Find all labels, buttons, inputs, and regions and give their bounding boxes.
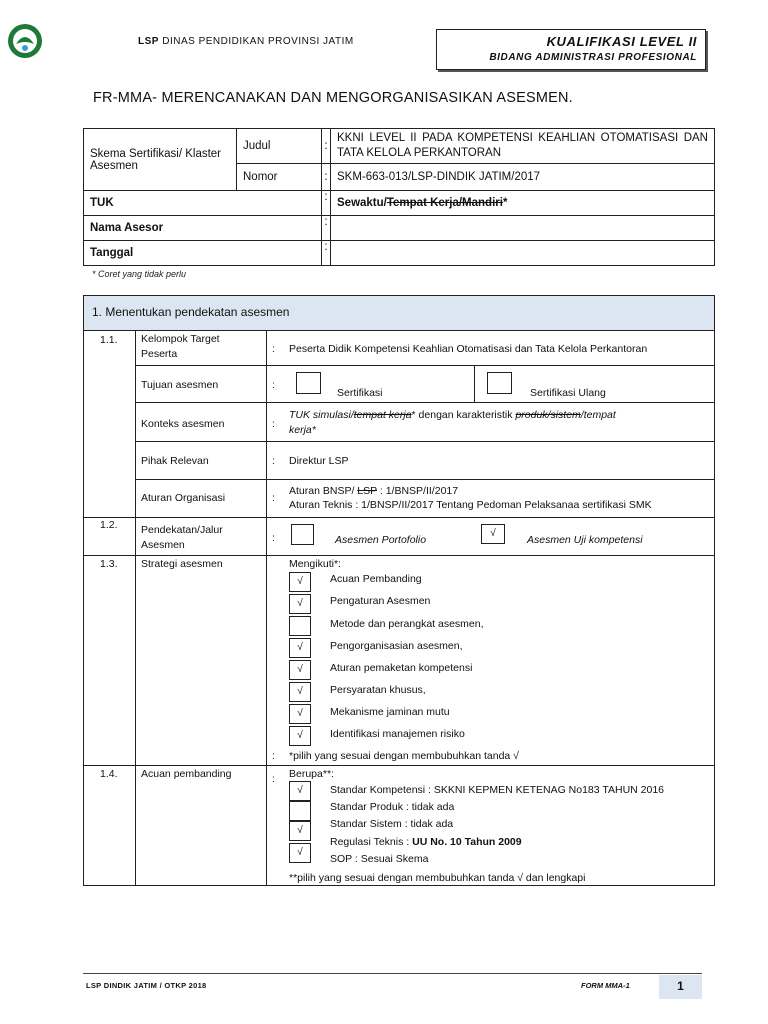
colon: : xyxy=(272,379,275,391)
colon: : xyxy=(322,129,331,164)
pendekatan-label-2: Asesmen xyxy=(141,539,185,551)
pendekatan-label-1: Pendekatan/Jalur xyxy=(141,524,223,536)
pendekatan-opt-uji: Asesmen Uji kompetensi xyxy=(527,534,643,546)
colon: : xyxy=(272,343,275,355)
nomor-value: SKM-663-013/LSP-DINDIK JATIM/2017 xyxy=(331,164,715,191)
strategi-checkbox[interactable]: √ xyxy=(289,660,311,680)
lsp-logo xyxy=(6,22,44,60)
qualification-level: KUALIFIKASI LEVEL II xyxy=(546,34,697,49)
acuan-label: Acuan pembanding xyxy=(141,768,232,780)
org-name xyxy=(138,36,354,47)
org-prefix: LSP xyxy=(138,36,159,47)
row-number: 1.2. xyxy=(100,519,118,531)
colon: : xyxy=(272,532,275,544)
acuan-note: **pilih yang sesuai dengan membubuhkan tanda √ dan lengkapi xyxy=(289,872,586,884)
qualification-box xyxy=(436,29,706,70)
konteks-c: * dengan karakteristik xyxy=(411,409,516,421)
grid-line xyxy=(135,365,714,366)
footer-right: FORM MMA-1 xyxy=(581,981,630,990)
uji-kompetensi-checkbox[interactable]: √ xyxy=(481,524,505,544)
colon: : xyxy=(272,492,275,504)
colon: : xyxy=(272,455,275,467)
tuk-value-struck: Tempat Kerja/Mandiri xyxy=(386,197,503,209)
portofolio-checkbox[interactable] xyxy=(291,524,314,545)
judul-value: KKNI LEVEL II PADA KOMPETENSI KEAHLIAN OTOMATISASI DAN TATA KELOLA PERKANTORAN xyxy=(331,129,715,164)
tujuan-opt-sertifikasi: Sertifikasi xyxy=(337,387,383,399)
strategi-item: Pengaturan Asesmen xyxy=(330,595,431,607)
page-number: 1 xyxy=(677,979,684,993)
grid-line xyxy=(135,330,136,886)
kelompok-label-1: Kelompok Target xyxy=(141,333,220,345)
acuan-checkbox[interactable]: √ xyxy=(289,781,311,801)
footer-divider xyxy=(83,973,702,974)
aturan-l1a: Aturan BNSP/ xyxy=(289,485,358,497)
acuan-checkbox[interactable]: √ xyxy=(289,821,311,841)
strategi-item: Pengorganisasian asesmen, xyxy=(330,640,463,652)
strategi-intro: Mengikuti*: xyxy=(289,558,341,570)
grid-line xyxy=(135,441,714,442)
grid-line xyxy=(135,479,714,480)
strategi-item: Acuan Pembanding xyxy=(330,573,422,585)
tuk-value xyxy=(331,191,715,216)
tujuan-ulang-checkbox[interactable] xyxy=(487,372,512,394)
org-rest: DINAS PENDIDIKAN PROVINSI JATIM xyxy=(162,36,354,47)
section-heading-text: 1. Menentukan pendekatan asesmen xyxy=(92,305,290,319)
acuan-checkbox[interactable]: √ xyxy=(289,843,311,863)
grid-line xyxy=(135,402,714,403)
grid-line xyxy=(84,555,714,556)
acuan-item: SOP : Sesuai Skema xyxy=(330,853,429,865)
acuan-checkbox[interactable] xyxy=(289,801,311,821)
acuan-item xyxy=(330,836,522,848)
strategi-item: Mekanisme jaminan mutu xyxy=(330,706,450,718)
grid-line xyxy=(84,517,714,518)
tuk-label: TUK xyxy=(84,191,322,216)
section-1-table xyxy=(83,295,715,886)
form-title: FR-MMA- MERENCANAKAN DAN MENGORGANISASIKAN ASESMEN. xyxy=(93,90,573,106)
strategi-label: Strategi asesmen xyxy=(141,558,223,570)
kelompok-label-2: Peserta xyxy=(141,348,178,360)
tuk-value-plain: Sewaktu/ xyxy=(337,197,387,209)
acuan-item: Standar Sistem : tidak ada xyxy=(330,818,454,830)
strategi-checkbox[interactable]: √ xyxy=(289,726,311,746)
colon: : xyxy=(272,418,275,430)
tuk-value-end: * xyxy=(502,197,508,209)
tujuan-label: Tujuan asesmen xyxy=(141,379,219,391)
pihak-label: Pihak Relevan xyxy=(141,455,209,467)
colon: : xyxy=(322,164,331,191)
grid-line xyxy=(84,765,714,766)
row-number: 1.3. xyxy=(100,558,118,570)
colon: : xyxy=(322,216,331,241)
nomor-label: Nomor xyxy=(237,164,322,191)
pihak-value: Direktur LSP xyxy=(289,455,349,467)
colon: : xyxy=(322,241,331,266)
qualification-field: BIDANG ADMINISTRASI PROFESIONAL xyxy=(489,52,697,63)
tanggal-value[interactable] xyxy=(331,241,715,266)
strike-note: * Coret yang tidak perlu xyxy=(92,269,187,279)
lsp-logo-icon xyxy=(6,22,44,60)
section-heading xyxy=(84,296,714,331)
acuan-item-label: Regulasi Teknis : xyxy=(330,836,413,848)
aturan-line1 xyxy=(289,485,458,497)
grid-line xyxy=(474,365,475,402)
row-number: 1.4. xyxy=(100,768,118,780)
konteks-label: Konteks asesmen xyxy=(141,418,225,430)
acuan-item-bold: UU No. 10 Tahun 2009 xyxy=(412,836,522,848)
strategi-item: Persyaratan khusus, xyxy=(330,684,426,696)
asesor-label: Nama Asesor xyxy=(84,216,322,241)
konteks-a: TUK simulasi/ xyxy=(289,409,354,421)
konteks-d: produk/sistem xyxy=(515,409,581,421)
pendekatan-opt-portofolio: Asesmen Portofolio xyxy=(335,534,427,546)
page-number-box xyxy=(659,975,702,999)
acuan-item: Standar Produk : tidak ada xyxy=(330,801,455,813)
judul-label: Judul xyxy=(237,129,322,164)
aturan-label: Aturan Organisasi xyxy=(141,492,226,504)
grid-line xyxy=(266,330,267,886)
tujuan-opt-ulang: Sertifikasi Ulang xyxy=(530,387,606,399)
konteks-e: /tempat xyxy=(580,409,616,421)
strategi-checkbox[interactable]: √ xyxy=(289,682,311,702)
strategi-item: Metode dan perangkat asesmen, xyxy=(330,618,484,630)
tujuan-sertifikasi-checkbox[interactable] xyxy=(296,372,321,394)
aturan-l1c: : 1/BNSP/II/2017 xyxy=(376,485,459,497)
skema-label: Skema Sertifikasi/ Klaster Asesmen xyxy=(84,129,237,191)
footer-left: LSP DINDIK JATIM / OTKP 2018 xyxy=(86,981,207,990)
konteks-value-line1 xyxy=(289,409,616,421)
strategi-item: Identifikasi manajemen risiko xyxy=(330,728,465,740)
row-number: 1.1. xyxy=(100,334,118,346)
colon: : xyxy=(272,750,275,762)
strategi-checkbox[interactable]: √ xyxy=(289,572,311,592)
kelompok-value: Peserta Didik Kompetensi Keahlian Otomatisasi dan Tata Kelola Perkantoran xyxy=(289,343,648,355)
tanggal-label: Tanggal xyxy=(84,241,322,266)
strategi-note: *pilih yang sesuai dengan membubuhkan tanda √ xyxy=(289,750,519,762)
strategi-checkbox[interactable]: √ xyxy=(289,704,311,724)
info-table xyxy=(83,128,715,266)
colon: : xyxy=(322,191,331,216)
strategi-checkbox[interactable] xyxy=(289,616,311,636)
konteks-value-line2: kerja* xyxy=(289,424,316,436)
strategi-checkbox[interactable]: √ xyxy=(289,638,311,658)
strategi-checkbox[interactable]: √ xyxy=(289,594,311,614)
colon: : xyxy=(272,773,275,785)
konteks-b: tempat kerja xyxy=(353,409,412,421)
acuan-intro: Berupa**: xyxy=(289,768,334,780)
acuan-item: Standar Kompetensi : SKKNI KEPMEN KETENAG No183 TAHUN 2016 xyxy=(330,784,665,796)
aturan-l1b: LSP xyxy=(357,485,377,497)
strategi-item: Aturan pemaketan kompetensi xyxy=(330,662,473,674)
aturan-line2: Aturan Teknis : 1/BNSP/II/2017 Tentang Pedoman Pelaksanaa sertifikasi SMK xyxy=(289,499,652,511)
asesor-value[interactable] xyxy=(331,216,715,241)
